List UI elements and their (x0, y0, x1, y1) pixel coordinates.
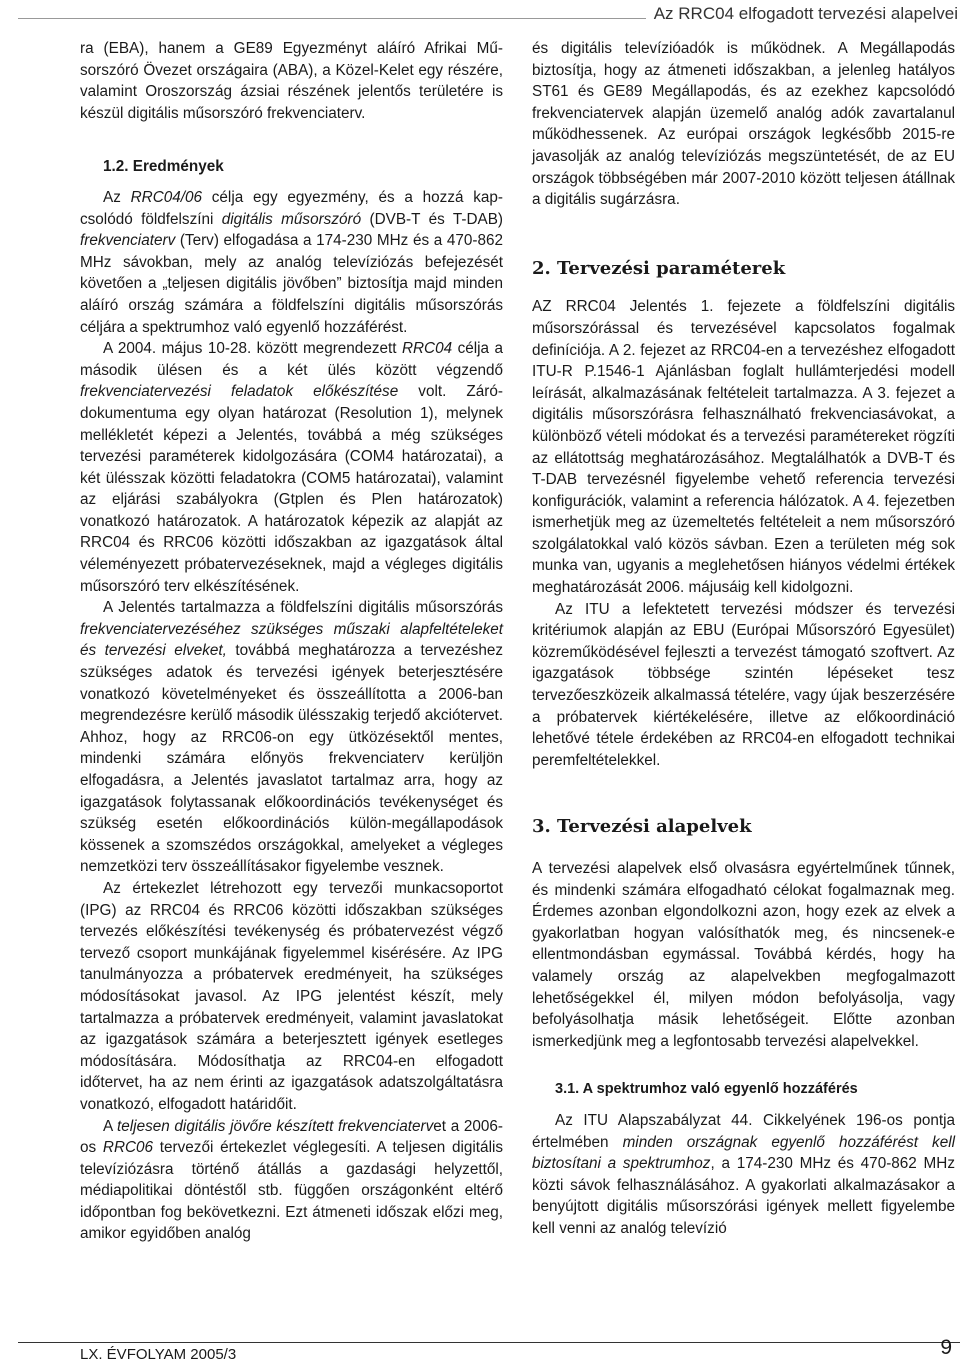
paragraph: Az RRC04/06 célja egy egyezmény, és a hozzá kapcsolódó földfelszíni digitális műsorszóró (DVB-T és T-DAB) frekvenciaterv (Terv) elfogadása a 174-230 MHz és a 470-862 MHz sávokban, mely az analóg televíziózás befejezését követően a „teljesen digitális jövőben” biztosítja majd minden aláíró ország számára a földfelszíni digitális műsorszórás céljára a spektrumhoz való egyenlő hozzáférést. (80, 188, 503, 336)
page-number: 9 (940, 1336, 952, 1359)
paragraph: A tervezési alapelvek első olvasásra egyértelműnek tűnnek, és mindenki számára elfogadható célokat fogalmaznak meg. Érdemes azonban elgondolkozni azon, hogy ezek az elvek a gyakorlatban hogyan valósíthatók meg, és nincsenek-e ellentmondásban egymással. Továbbá kérdés, hogy ha valamely ország az alapelvekben megfogalmazott lehetőségekkel él, milyen módon befolyásolja, vagy befolyásolhatja másik lehetőségeit. Előtte azonban ismerkedjünk meg a legfontosabb tervezési alapelvekkel. (532, 860, 955, 1050)
page-footer (18, 1336, 960, 1363)
paragraph: A Jelentés tartalmazza a földfelszíni digitális műsorszórás frekvenciatervezéséhez szükséges műszaki alapfeltételeket és tervezési elveket, továbbá meghatározza a tervezéshez szükséges adatok és tervezési igények beterjesztésére vonatkozó követelményeket és összeállította a 2006-ban megrendezésre kerülő második ülésszakig terjedő akciótervet. Ahhoz, hogy az RRC06-on egy ütközésektől mentes, mindenki számára előnyös frekvenciaterv kerüljön elfogadásra, a Jelentés javaslatot tartalmaz arra, hogy az igazgatások folytassanak előkoordinációs tevékenységet és szükség esetén előkoordinációs külön-megállapodások kössenek a szomszédos országokkal, amelyeket a végleges nemzetközi terv összeállításakor figyelembe vesznek. (80, 599, 503, 876)
section-heading: 2. Tervezési paraméterek (532, 257, 786, 279)
issue-label: LX. ÉVFOLYAM 2005/3 (80, 1346, 237, 1363)
running-header (0, 0, 960, 32)
left-column (80, 38, 503, 1245)
right-column (532, 38, 955, 1240)
paragraph: Az ITU Alapszabályzat 44. Cikkelyének 196-os pontja értelmében minden országnak egyenlő hozzáférést kell biztosítani a spektrumhoz, a 174-230 MHz és 470-862 MHz közti sávok felhasználásához. A gyakorlati alkalmazásakor a benyújtott digitális műsorszórási igények mellett figyelembe kell venni az analóg televízió (532, 1111, 955, 1237)
subsection-heading: 3.1. A spektrumhoz való egyenlő hozzáférés (555, 1081, 858, 1098)
subsection-heading: 1.2. Eredmények (103, 158, 224, 176)
paragraph: A 2004. május 10-28. között megrendezett RRC04 célja a második ülésen és a két ülés között végzendő frekvenciatervezési feladatok előkészítése volt. Záródokumentuma egy olyan határozat (Resolution 1), melynek mellékletét képezi a Jelentés, továbbá a még szükséges tervezési paraméterek kidolgozására (COM4 határozatai), a két ülésszak közötti feladatokra (COM5 határozatai), valamint az eljárási szabályokra (Gtplen és Plen határozatok) vonatkozó határozatok. A határozatok képezik az alapját az RRC04 és RRC06 közötti időszakban az igazgatások által véleményezett próbatervezéseknek, majd a végleges digitális műsorszóró terv elkészítésének. (80, 340, 504, 595)
paragraph: AZ RRC04 Jelentés 1. fejezete a földfelszíni digitális műsorszórással és tervezésével kapcsolatos fogalmak definíciója. A 2. fejezet az RRC04-en a tervezéshez elfogadott ITU-R P.1546-1 Ajánlásban foglalt hullámterjedési modell leírását, alkalmazásának feltételeit tartalmazza. A 3. fejezet a digitális műsorszórásra felhasználható frekvenciasávokat, a különböző vételi módokat és a tervezési paramétereket rögzíti az ellátottság meghatározásához. Megtalálhatók a DVB-T és T-DAB tervezésnél figyelembe vehető referencia tervezési konfigurációk, valamint a referencia hálózatok. A 4. fejezetben ismerhetjük meg az üzemeltetés feltételeit a nem műsorszóró szolgálatokkal való közös sávban. Ezen a területen még sok munka van, ugyanis a meglehetősen hiányos védelmi értékek meghatározását 2006. májusáig kell kidolgozni. (532, 298, 955, 597)
paragraph: A teljesen digitális jövőre készített frekvenciatervet a 2006-os RRC06 tervezői értekezlet véglegesíti. A teljesen digitális televíziózásra történő átállás a gazdasági helyzettől, médiapolitikai döntéstől stb. függően országonként eltérő időpontban fog bekövetkezni. Ezt átmeneti időszak előzi meg, amikor egyidőben analóg (80, 1117, 504, 1243)
running-title: Az RRC04 elfogadott tervezési alapelvei (646, 4, 960, 24)
paragraph: ra (EBA), hanem a GE89 Egyezményt aláíró Afrikai Műsorszóró Övezet országaira (ABA), a Közel-Kelet egy részére, valamint Oroszország ázsiai részének jelentős területére is készül digitális műsorszóró frekvenciaterv. (80, 40, 503, 122)
section-heading: 3. Tervezési alapelvek (532, 816, 752, 838)
paragraph: Az értekezlet létrehozott egy tervezői munkacsoportot (IPG) az RRC04 és RRC06 közötti időszakban szükséges tervezés előkészítési tevékenység és próbatervezést végző tervező csoport munkájának figyelemmel kisérésére. Az IPG tanulmányozza a próbatervek eredményeit, ha szükséges módosításokat javasol. Az IPG jelentést készít, mely tartalmazza a próbatervek eredményeit, valamint javaslatokat az igazgatások számára a beterjesztett igények esetleges módosítására. Módosíthatja az RRC04-en elfogadott időtervet, ha az nem érinti az igazgatások adatszolgáltatásra vonatkozó, elfogadott határidőit. (80, 879, 503, 1113)
paragraph: Az ITU a lefektetett tervezési módszer és tervezési kritériumok alapján az EBU (Európai Műsorszóró Egyesület) közreműködésével fejleszti a tervezést támogató szoftvert. Az igazgatások többsége szintén lépéseket tesz tervezőeszközeik alkalmassá tételére, vagy újak beszerzésére a próbatervek kiértékelésére, illetve az előkoordináció lehetővé tétele érdekében az RRC04-en elfogadott technikai peremfeltételekkel. (532, 600, 955, 769)
footer-rule (18, 1342, 960, 1343)
paragraph: és digitális televízióadók is működnek. A Megállapodás biztosítja, hogy az átmeneti időszakban, a jelenleg hatályos ST61 és GE89 Megállapodás, és az ezekhez kapcsolódó frekvenciatervek alapján üzemelő analóg adók zavartalanul működhessenek. Az európai országok legkésőbb 2015-re javasolják az analóg televíziózás megszüntetését, de az EU országok többségében már 2007-2010 között teljesen átállnak a digitális sugárzásra. (532, 40, 955, 209)
